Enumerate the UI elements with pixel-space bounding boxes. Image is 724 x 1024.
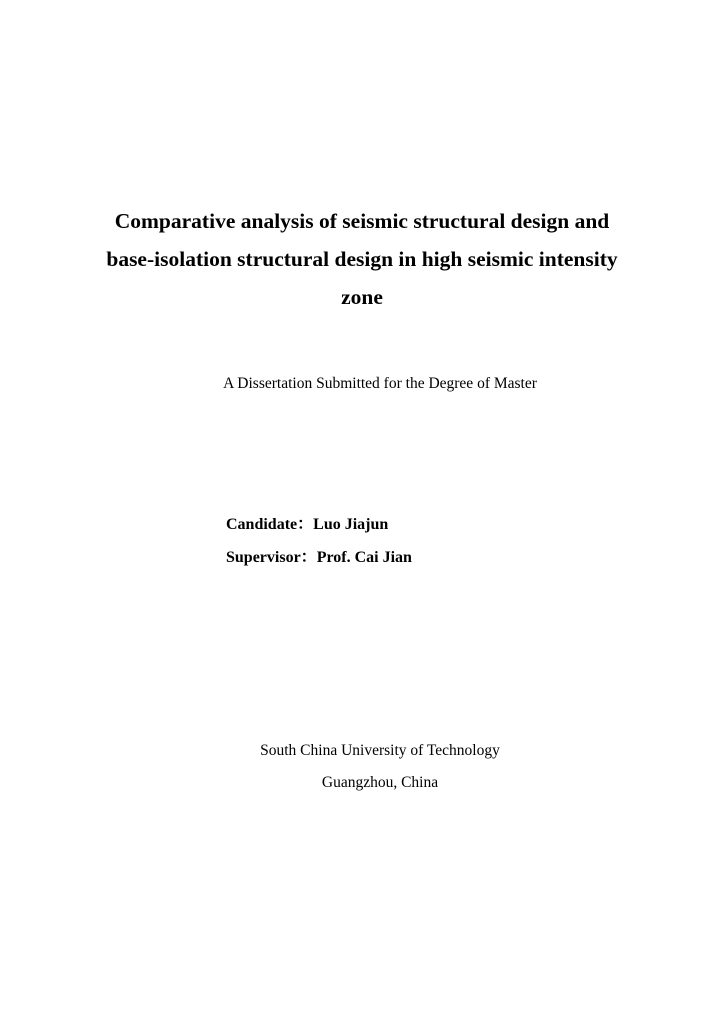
university-location: Guangzhou, China — [321, 774, 439, 791]
supervisor-label: Supervisor： — [226, 549, 317, 566]
candidate-row — [226, 508, 412, 541]
institution-block — [0, 735, 724, 799]
supervisor-row — [226, 541, 412, 574]
candidate-supervisor-block — [226, 508, 412, 574]
university-name: South China University of Technology — [260, 742, 500, 759]
candidate-label: Candidate： — [226, 516, 314, 533]
title-line-2: base-isolation structural design in high seismic intensity — [106, 247, 618, 271]
supervisor-name: Prof. Cai Jian — [316, 549, 412, 566]
title-line-3: zone — [341, 285, 383, 309]
candidate-name: Luo Jiajun — [313, 516, 389, 533]
degree-statement: A Dissertation Submitted for the Degree of Master — [223, 375, 537, 392]
thesis-title — [60, 202, 664, 316]
title-line-1: Comparative analysis of seismic structural design and — [114, 209, 610, 233]
